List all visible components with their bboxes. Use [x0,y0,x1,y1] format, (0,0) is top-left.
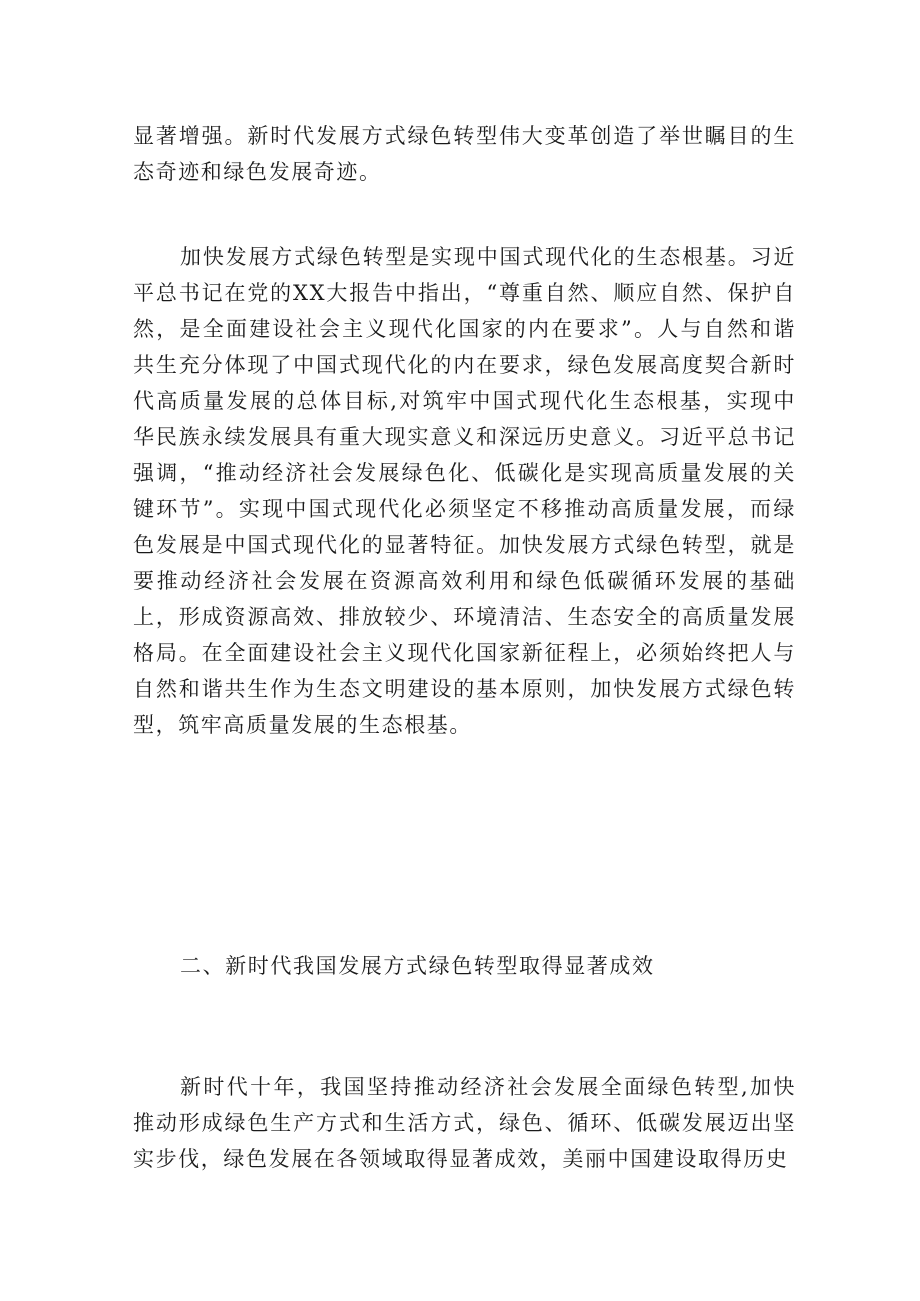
paragraph-achievements: 新时代十年，我国坚持推动经济社会发展全面绿色转型,加快推动形成绿色生产方式和生活方式，绿色、循环、低碳发展迈出坚实步伐，绿色发展在各领域取得显著成效，美丽中国建设取得历史 [133,1075,796,1171]
paragraph-ecological-foundation: 加快发展方式绿色转型是实现中国式现代化的生态根基。习近平总书记在党的XX大报告中指出，“尊重自然、顺应自然、保护自然，是全面建设社会主义现代化国家的内在要求”。人与自然和谐共生充分体现了中国式现代化的内在要求，绿色发展高度契合新时代高质量发展的总体目标,对筑牢中国式现代化生态根基，实现中华民族永续发展具有重大现实意义和深远历史意义。习近平总书记强调，“推动经济社会发展绿色化、低碳化是实现高质量发展的关键环节”。实现中国式现代化必须坚定不移推动高质量发展，而绿色发展是中国式现代化的显著特征。加快发展方式绿色转型，就是要推动经济社会发展在资源高效利用和绿色低碳循环发展的基础上，形成资源高效、排放较少、环境清洁、生态安全的高质量发展格局。在全面建设社会主义现代化国家新征程上，必须始终把人与自然和谐共生作为生态文明建设的基本原则，加快发展方式绿色转型，筑牢高质量发展的生态根基。 [133,245,796,737]
section-heading: 二、新时代我国发展方式绿色转型取得显著成效 [180,954,655,978]
paragraph-continuation: 显著增强。新时代发展方式绿色转型伟大变革创造了举世瞩目的生态奇迹和绿色发展奇迹。 [133,124,796,184]
